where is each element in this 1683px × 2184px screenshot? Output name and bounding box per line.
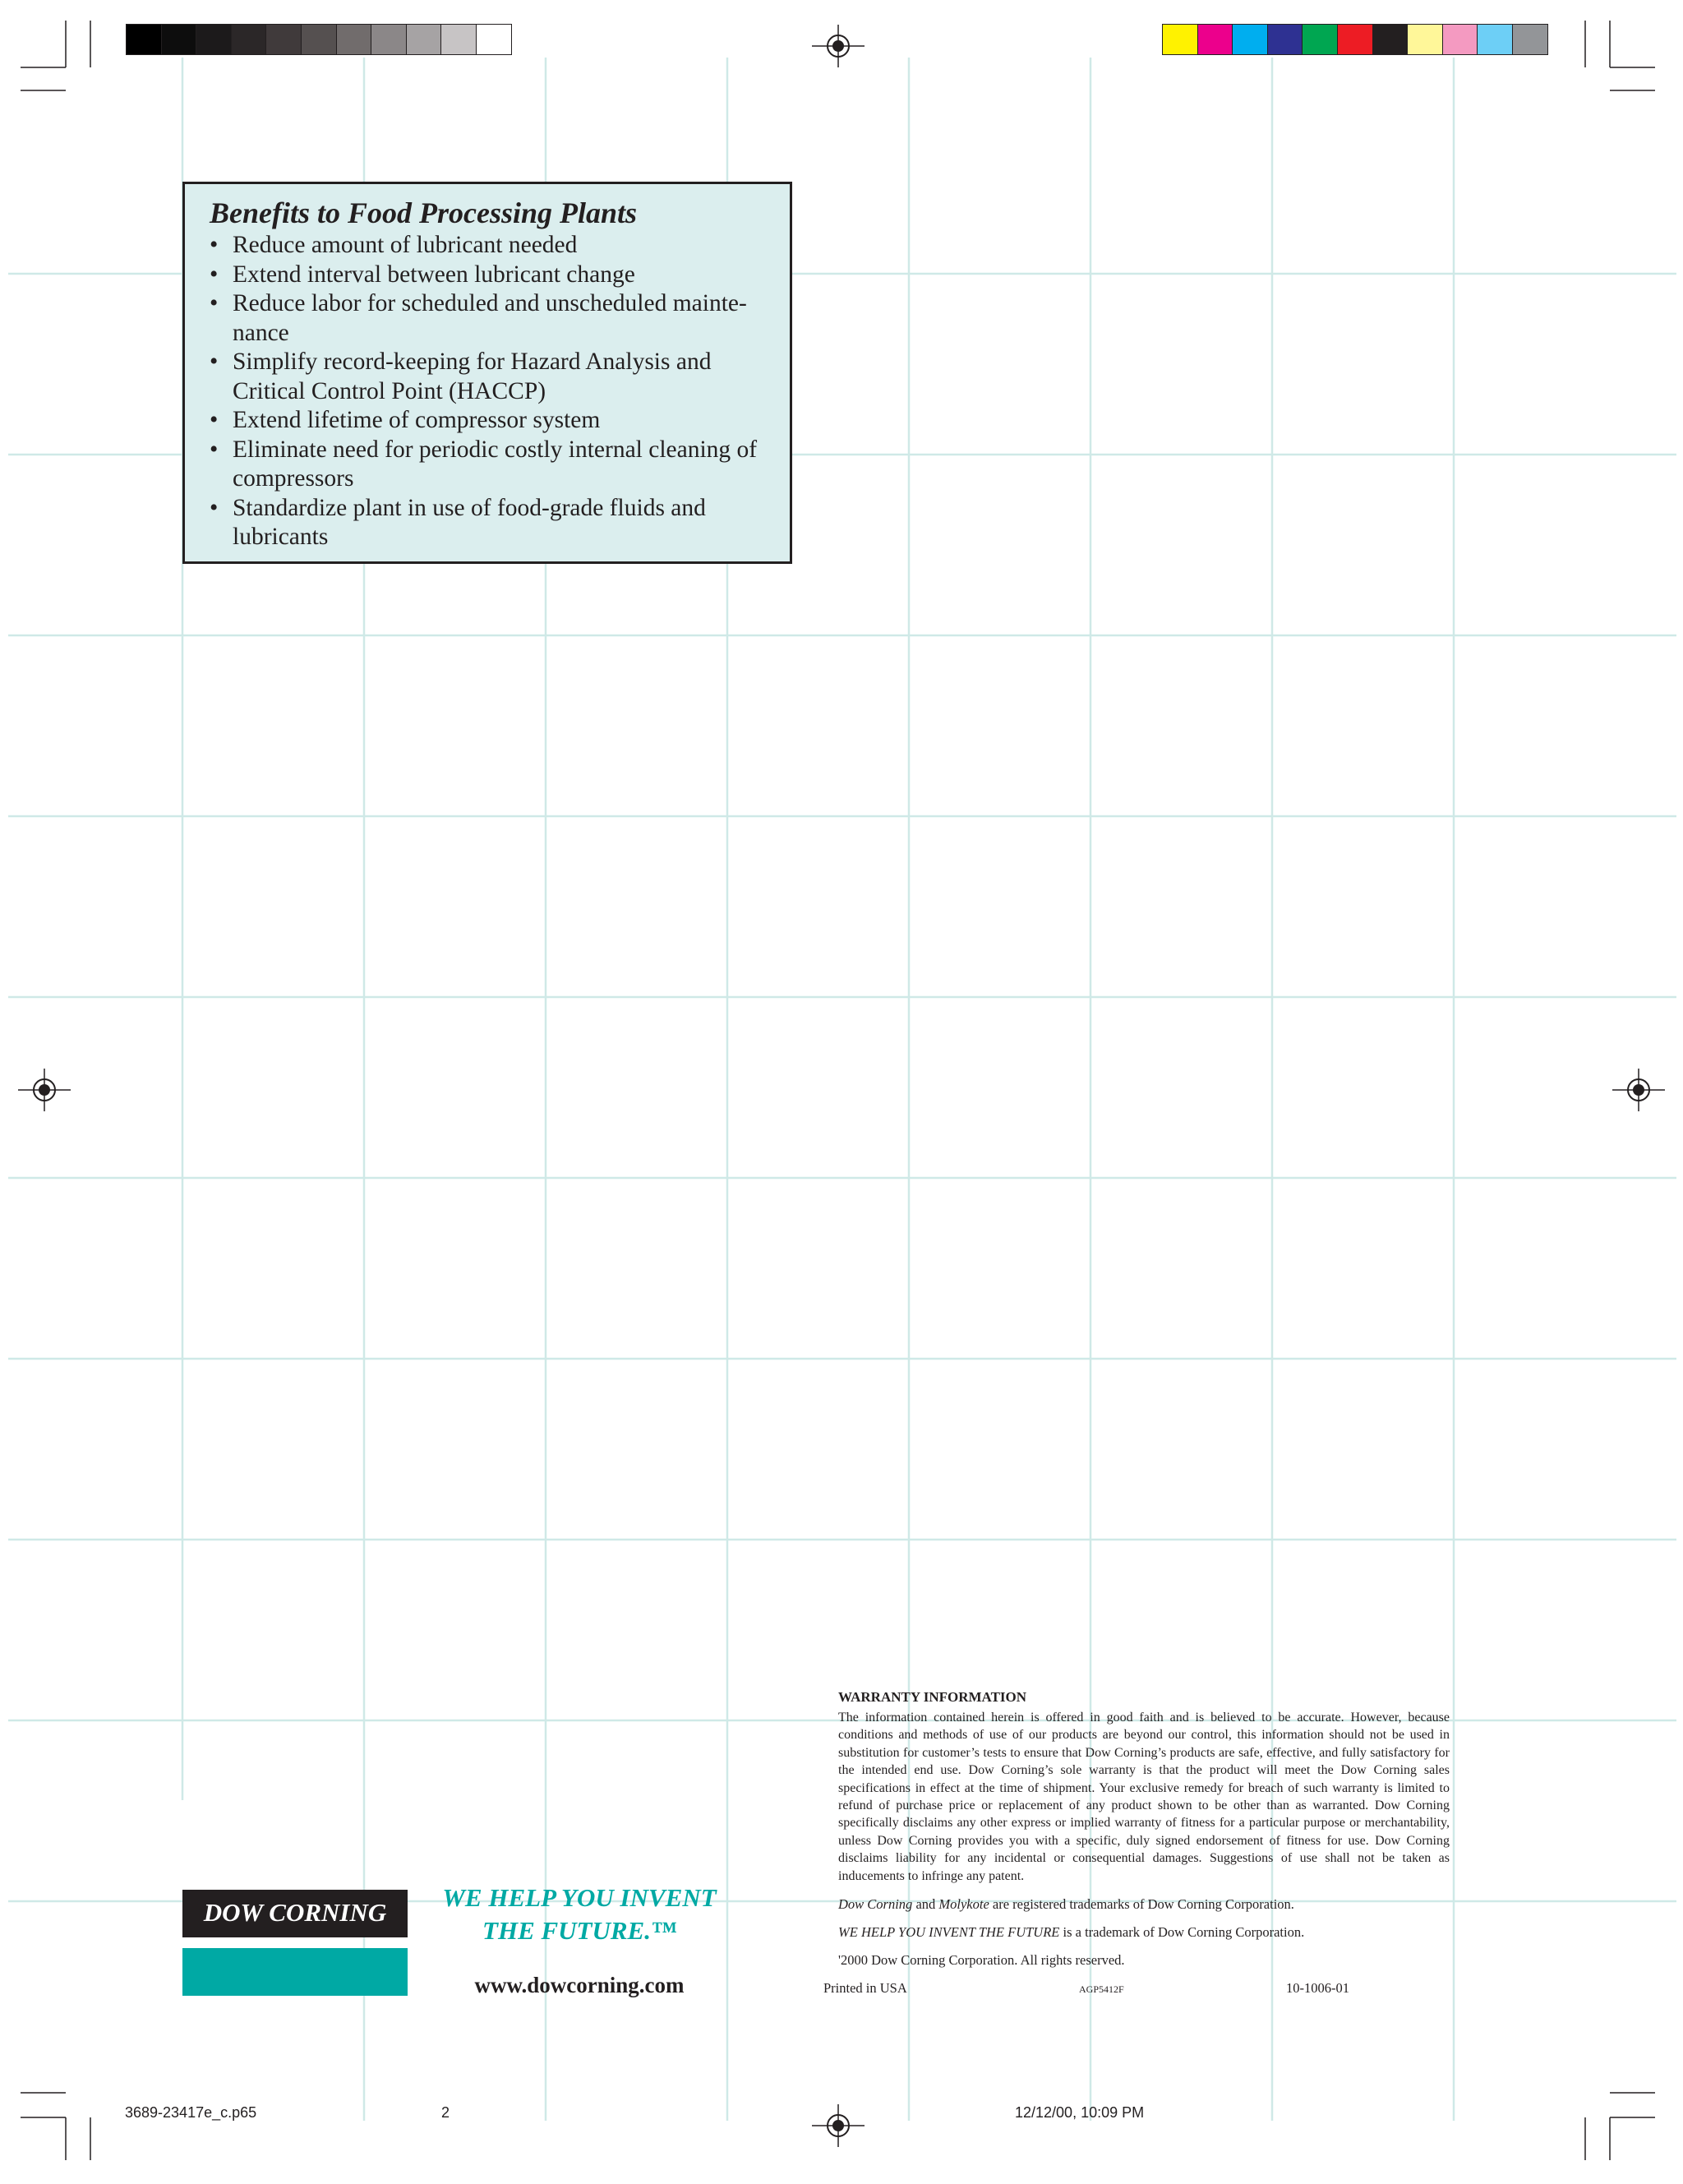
- trademark-note-2: WE HELP YOU INVENT THE FUTURE is a trademark of Dow Corning Corporation.: [838, 1924, 1305, 1940]
- registration-mark-right-icon: [1612, 1069, 1665, 1111]
- color-swatch: [1197, 24, 1233, 55]
- color-swatch: [161, 24, 197, 55]
- color-swatch: [231, 24, 267, 55]
- benefit-item: • Extend interval between lubricant change: [210, 261, 775, 290]
- logo-teal-bar: [182, 1948, 408, 1996]
- warranty-section: [838, 1688, 1450, 1885]
- color-swatch: [336, 24, 372, 55]
- bullet-icon: •: [210, 290, 219, 316]
- color-swatch: [1162, 24, 1198, 55]
- bullet-icon: •: [210, 494, 219, 521]
- benefits-list: [210, 231, 775, 552]
- tagline-line-1: WE HELP YOU INVENT: [442, 1883, 717, 1912]
- color-swatch: [1477, 24, 1513, 55]
- benefit-item: • Reduce amount of lubricant needed: [210, 231, 775, 261]
- benefits-title: Benefits to Food Processing Plants: [210, 196, 638, 229]
- color-swatch: [476, 24, 512, 55]
- color-swatch: [126, 24, 162, 55]
- product-code: AGP5412F: [1079, 1983, 1124, 1995]
- registration-mark-bottom-icon: [812, 2104, 865, 2147]
- copyright-note: '2000 Dow Corning Corporation. All rights reserved.: [838, 1952, 1125, 1968]
- benefit-item: • Simplify record-keeping for Hazard Analysis and Critical Control Point (HACCP): [210, 349, 712, 404]
- footer-filename: 3689-23417e_c.p65: [125, 2104, 257, 2121]
- footer-timestamp: 12/12/00, 10:09 PM: [1015, 2104, 1145, 2121]
- color-swatch: [371, 24, 407, 55]
- bullet-icon: •: [210, 261, 219, 288]
- color-swatch: [1302, 24, 1338, 55]
- printed-in: Printed in USA: [823, 1980, 907, 1996]
- color-swatch: [440, 24, 477, 55]
- benefit-item: • Extend lifetime of compressor system: [210, 406, 775, 436]
- warranty-body: The information contained herein is offered in good faith and is believed to be accurate. However, because conditions and methods of use of our products are beyond our control, this information should not be used in substitution for customer’s tests to ensure that Dow Corning’s products are safe, effective, and fully satisfactory for the intended end use. Dow Corning’s sole warranty is that the product will meet the Dow Corning sales specifications in effect at the time of shipment. Your exclusive remedy for breach of such warranty is limited to refund of purchase price or replacement of any product shown to be other than as warranted. Dow Corning specifically disclaims any other express or implied warranty of fitness for a particular purpose or merchantability, unless Dow Corning provides you with a specific, duly signed endorsement of fitness for use. Dow Corning disclaims liability for any incidental or consequential damages. Suggestions of use shall not be taken as inducements to infringe any patent.: [838, 1711, 1450, 1883]
- warranty-heading: WARRANTY INFORMATION: [838, 1689, 1027, 1705]
- color-swatch: [1372, 24, 1409, 55]
- form-number: 10-1006-01: [1286, 1980, 1349, 1996]
- color-swatch: [1337, 24, 1373, 55]
- trademark-note-1: Dow Corning and Molykote are registered trademarks of Dow Corning Corporation.: [838, 1896, 1294, 1912]
- color-swatch: [1232, 24, 1268, 55]
- logo-text: DOW CORNING: [203, 1898, 387, 1927]
- color-swatch: [1267, 24, 1303, 55]
- color-swatch: [1407, 24, 1443, 55]
- bullet-icon: •: [210, 407, 219, 433]
- color-swatch: [196, 24, 232, 55]
- color-swatch: [301, 24, 337, 55]
- dow-corning-logo: [182, 1890, 408, 1937]
- benefit-item: • Standardize plant in use of food-grade fluids and lubricants: [210, 494, 706, 550]
- benefit-item: • Eliminate need for periodic costly internal cleaning of compressors: [210, 436, 758, 492]
- benefits-box: [182, 182, 792, 564]
- color-swatch: [1512, 24, 1548, 55]
- tagline-line-2: THE FUTURE.™: [482, 1916, 676, 1945]
- color-swatch: [1442, 24, 1478, 55]
- registration-mark-top-icon: [812, 25, 865, 67]
- color-swatch: [406, 24, 442, 55]
- color-swatch: [265, 24, 302, 55]
- bullet-icon: •: [210, 436, 219, 463]
- bullet-icon: •: [210, 232, 219, 258]
- benefit-item: • Reduce labor for scheduled and unscheduled mainte- nance: [210, 290, 747, 346]
- registration-mark-left-icon: [18, 1069, 71, 1111]
- website-link[interactable]: www.dowcorning.com: [474, 1973, 685, 1997]
- bullet-icon: •: [210, 349, 219, 375]
- footer-page-number: 2: [441, 2104, 450, 2121]
